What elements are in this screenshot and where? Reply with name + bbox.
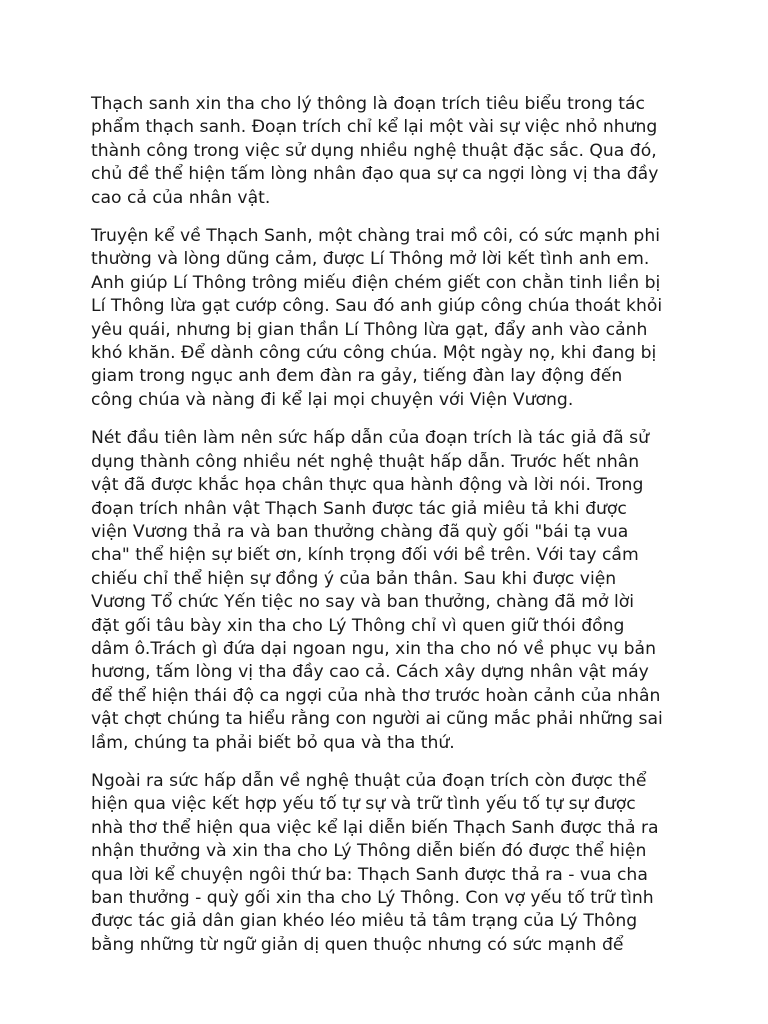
text-line: dụng thành công nhiều nét nghệ thuật hấp dẫn. Trước hết nhân [91,451,640,472]
paragraph-3 [91,427,691,755]
text-line: được tác giả dân gian khéo léo miêu tả tâm trạng của Lý Thông [91,911,638,932]
text-line: khó khăn. Để dành công cứu công chúa. Một ngày nọ, khi đang bị [91,343,657,364]
text-line: để thể hiện thái độ ca ngợi của nhà thơ trước hoàn cảnh của nhân [91,685,661,706]
text-line: nhận thưởng và xin tha cho Lý Thông diễn biến đó được thể hiện [91,841,647,862]
text-line: Ngoài ra sức hấp dẫn về nghệ thuật của đoạn trích còn được thể [91,770,647,791]
text-line: Lí Thông lừa gạt cướp công. Sau đó anh giúp công chúa thoát khỏi [91,296,663,317]
text-line: ban thưởng - quỳ gối xin tha cho Lý Thông. Con vợ yếu tố trữ tình [91,888,654,908]
text-line: công chúa và nàng đi kể lại mọi chuyện với Viện Vương. [91,389,574,410]
text-line: chủ đề thể hiện tấm lòng nhân đạo qua sự ca ngợi lòng vị tha đầy [91,164,659,185]
text-line: phẩm thạch sanh. Đoạn trích chỉ kể lại một vài sự việc nhỏ nhưng [91,117,658,138]
paragraph-2 [91,225,691,412]
text-line: chiếu chỉ thể hiện sự đồng ý của bản thân. Sau khi được viện [91,568,617,589]
text-line: thành công trong việc sử dụng nhiều nghệ thuật đặc sắc. Qua đó, [91,140,657,161]
text-line: viện Vương thả ra và ban thưởng chàng đã quỳ gối "bái tạ vua [91,521,629,542]
text-line: vật chợt chúng ta hiểu rằng con người ai cũng mắc phải những sai [91,709,663,730]
paragraph-4 [91,770,691,957]
text-line: thường và lòng dũng cảm, được Lí Thông mở lời kết tình anh em. [91,249,650,270]
text-line: đặt gối tâu bày xin tha cho Lý Thông chỉ vì quen giữ thói đồng [91,615,625,636]
text-line: hiện qua việc kết hợp yếu tố tự sự và trữ tình yếu tố tự sự được [91,794,636,815]
text-line: cha" thể hiện sự biết ơn, kính trọng đối với bề trên. Với tay cầm [91,545,639,566]
text-line: hương, tấm lòng vị tha đầy cao cả. Cách xây dựng nhân vật máy [91,662,649,683]
text-line: đoạn trích nhân vật Thạch Sanh được tác giả miêu tả khi được [91,498,627,519]
document-body [91,93,691,972]
text-line: giam trong ngục anh đem đàn ra gảy, tiếng đàn lay động đến [91,366,623,387]
text-line: Anh giúp Lí Thông trông miếu điện chém giết con chằn tinh liền bị [91,272,661,293]
text-line: cao cả của nhân vật. [91,187,271,208]
text-line: qua lời kể chuyện ngôi thứ ba: Thạch Sanh được thả ra - vua cha [91,864,648,885]
text-line: bằng những từ ngữ giản dị quen thuộc nhưng có sức mạnh để [91,934,624,955]
text-line: dâm ô.Trách gì đứa dại ngoan ngu, xin tha cho nó về phục vụ bản [91,638,656,659]
text-line: yêu quái, nhưng bị gian thần Lí Thông lừa gạt, đẩy anh vào cảnh [91,319,648,340]
text-line: vật đã được khắc họa chân thực qua hành động và lời nói. Trong [91,475,644,496]
paragraph-1 [91,93,691,210]
text-line: nhà thơ thể hiện qua việc kể lại diễn biến Thạch Sanh được thả ra [91,817,659,838]
text-line: Nét đầu tiên làm nên sức hấp dẫn của đoạn trích là tác giả đã sử [91,428,650,449]
text-line: Truyện kể về Thạch Sanh, một chàng trai mồ côi, có sức mạnh phi [91,226,660,247]
text-line: Thạch sanh xin tha cho lý thông là đoạn trích tiêu biểu trong tác [91,94,646,114]
text-line: Vương Tổ chức Yến tiệc no say và ban thưởng, chàng đã mở lời [91,592,635,613]
text-line: lầm, chúng ta phải biết bỏ qua và tha thứ. [91,732,455,753]
